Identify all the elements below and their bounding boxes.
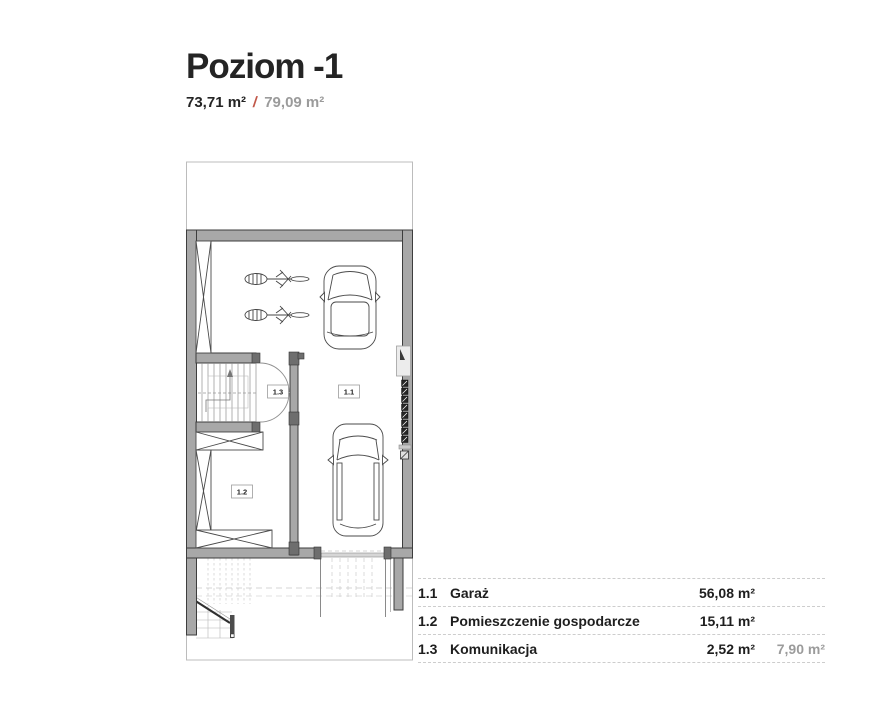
room-number: 1.1 [418, 584, 438, 601]
area-separator-slash: / [251, 93, 259, 111]
room-area-secondary: 7,90 m² [776, 640, 825, 657]
svg-text:1.1: 1.1 [343, 387, 355, 397]
room-number: 1.3 [418, 640, 438, 657]
floor-plan [186, 160, 414, 665]
legend-row-hall [418, 634, 825, 663]
area-secondary: 79,09 m² [264, 93, 325, 111]
header [186, 48, 342, 111]
room-label-utility [232, 485, 253, 498]
svg-text:1.2: 1.2 [236, 487, 248, 497]
room-name: Komunikacja [450, 640, 538, 657]
shaft-x [196, 241, 211, 353]
area-primary: 73,71 m² [186, 93, 247, 111]
room-area: 15,11 m² [699, 612, 755, 629]
area-summary [186, 94, 342, 111]
legend-row-garage [418, 578, 825, 606]
page-title: Poziom -1 [186, 47, 343, 86]
room-area: 56,08 m² [698, 584, 755, 601]
room-name: Pomieszczenie gospodarcze [450, 612, 640, 629]
legend-row-utility [418, 606, 825, 634]
svg-text:1.3: 1.3 [272, 387, 284, 397]
car-icon [320, 266, 380, 349]
car-icon [328, 424, 388, 536]
room-label-garage [339, 385, 360, 398]
garage-threshold [321, 553, 384, 557]
room-number: 1.2 [418, 612, 438, 629]
room-name: Garaż [450, 584, 489, 601]
room-area: 2,52 m² [706, 640, 755, 657]
room-legend-table [418, 578, 825, 663]
room-label-hall [268, 385, 289, 398]
